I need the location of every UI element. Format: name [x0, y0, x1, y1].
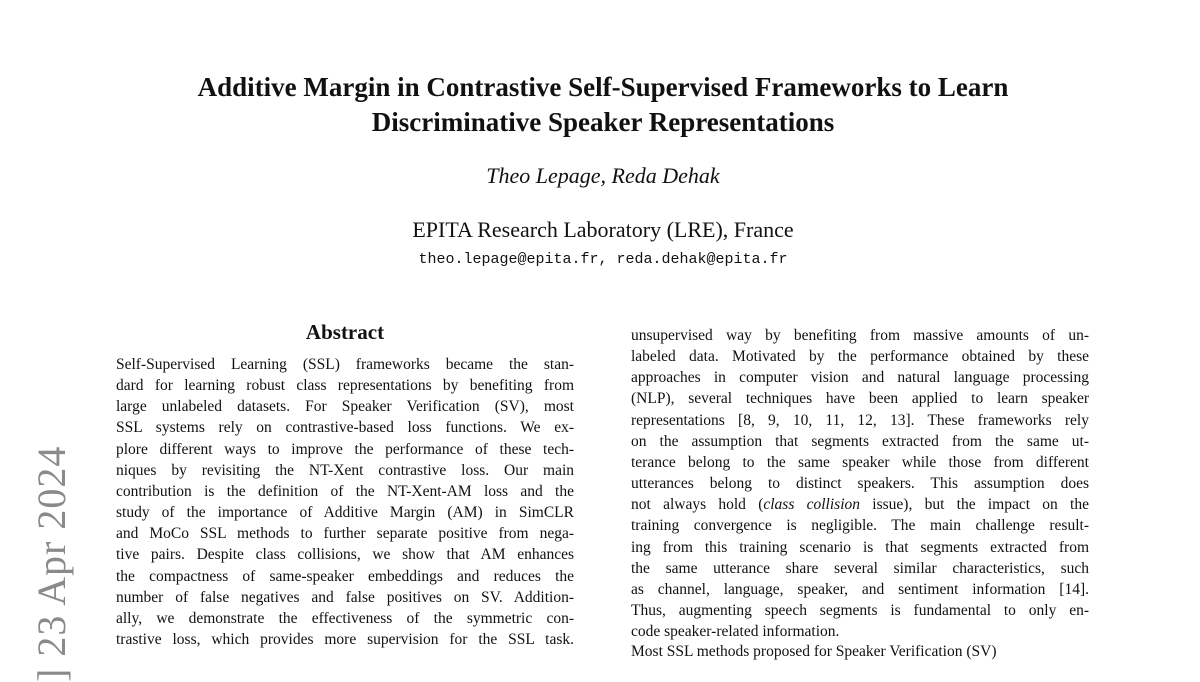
author-emails: theo.lepage@epita.fr, reda.dehak@epita.fr: [418, 251, 788, 268]
abstract-line: and MoCo SSL methods to further separate positive from nega-: [116, 525, 574, 543]
abstract-line: tive pairs. Despite class collisions, we show that AM enhances: [116, 546, 574, 564]
intro-line: the same utterance share several similar characteristics, such: [631, 559, 1089, 577]
abstract-heading: Abstract: [305, 320, 385, 344]
intro-line: representations [8, 9, 10, 11, 12, 13]. These frameworks rely: [631, 411, 1089, 429]
intro-line: as channel, language, speaker, and sentiment information [14].: [631, 580, 1089, 598]
intro-line: utterances belong to distinct speakers. This assumption does: [631, 475, 1089, 493]
abstract-line: ally, we demonstrate the effectiveness of the symmetric con-: [116, 609, 574, 627]
intro-line-post: issue), but the impact on the: [860, 496, 1089, 514]
arxiv-watermark: ] 23 Apr 2024: [29, 445, 74, 682]
abstract-body: [116, 354, 574, 650]
abstract-line: contribution is the definition of the NT-Xent-AM loss and the: [116, 482, 574, 500]
intro-line-emphasis: [631, 494, 1089, 515]
intro-line: approaches in computer vision and natural language processing: [631, 369, 1089, 387]
abstract-line: the compactness of same-speaker embeddings and reduces the: [116, 567, 574, 585]
introduction-body: [631, 325, 1089, 642]
intro-line: labeled data. Motivated by the performance obtained by these: [631, 348, 1089, 366]
abstract-line: SSL systems rely on contrastive-based loss functions. We ex-: [116, 419, 574, 437]
intro-line: training convergence is negligible. The main challenge result-: [631, 517, 1089, 535]
intro-line: terance belong to the same speaker while those from different: [631, 453, 1089, 471]
intro-partial-line: Most SSL methods proposed for Speaker Verification (SV): [631, 643, 997, 660]
abstract-line: Self-Supervised Learning (SSL) frameworks became the stan-: [116, 356, 574, 373]
abstract-line: large unlabeled datasets. For Speaker Verification (SV), most: [116, 398, 574, 416]
intro-line: Thus, augmenting speech segments is fundamental to only en-: [631, 602, 1089, 620]
abstract-line: study of the importance of Additive Margin (AM) in SimCLR: [116, 504, 574, 522]
title-line-2: Discriminative Speaker Representations: [371, 107, 835, 137]
authors: Theo Lepage, Reda Dehak: [486, 163, 720, 188]
abstract-line: dard for learning robust class representations by benefiting from: [116, 377, 574, 395]
intro-line: code speaker-related information.: [631, 623, 840, 641]
abstract-line: plore different ways to improve the performance of these tech-: [116, 440, 574, 458]
intro-line-pre: not always hold (: [631, 496, 764, 514]
paper-title: [120, 70, 1086, 140]
affiliation: EPITA Research Laboratory (LRE), France: [412, 217, 794, 242]
intro-line: ing from this training scenario is that segments extracted from: [631, 538, 1089, 556]
intro-line: on the assumption that segments extracted from the same ut-: [631, 432, 1089, 450]
abstract-line: niques by revisiting the NT-Xent contrastive loss. Our main: [116, 461, 574, 479]
class-collision-term: class collision: [763, 496, 861, 514]
intro-line: (NLP), several techniques have been applied to learn speaker: [631, 390, 1089, 408]
abstract-line: number of false negatives and false positives on SV. Addition-: [116, 588, 574, 606]
intro-line: unsupervised way by benefiting from massive amounts of un-: [631, 327, 1089, 344]
abstract-line: trastive loss, which provides more supervision for the SSL task.: [116, 631, 574, 649]
title-line-1: Additive Margin in Contrastive Self-Supervised Frameworks to Learn: [197, 72, 1009, 102]
